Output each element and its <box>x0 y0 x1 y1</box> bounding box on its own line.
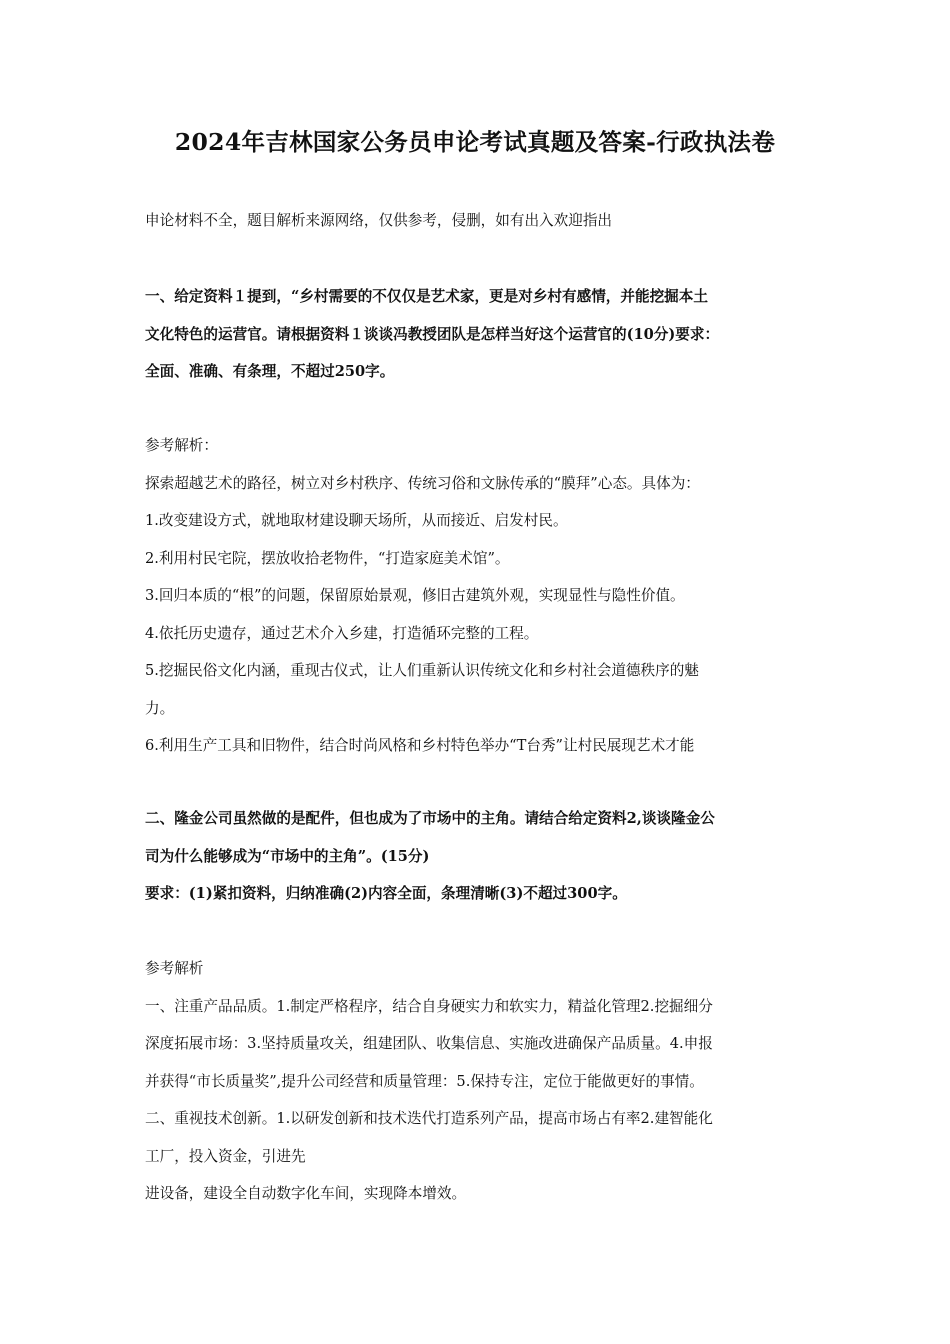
answer-1-line: 4.依托历史遗存，通过艺术介入乡建，打造循环完整的工程。 <box>145 624 539 642</box>
question-1 <box>145 287 810 400</box>
answer-1-line: 力。 <box>145 699 175 717</box>
question-2-line: 司为什么能够成为“市场中的主角”。(15分) <box>145 847 430 865</box>
answer-2-heading: 参考解析 <box>145 960 204 977</box>
answer-1-line: 3.回归本质的“根”的问题，保留原始景观，修旧古建筑外观，实现显性与隐性价值。 <box>145 587 685 604</box>
answer-2-line: 一、注重产品品质。1.制定严格程序，结合自身硬实力和软实力，精益化管理2.挖掘细分 <box>145 997 713 1015</box>
question-1-line: 全面、准确、有条理，不超过250字。 <box>145 363 395 380</box>
question-2 <box>145 809 810 922</box>
answer-2-line: 二、重视技术创新。1.以研发创新和技术迭代打造系列产品，提高市场占有率2.建智能化 <box>145 1110 713 1127</box>
question-1-line: 一、给定资料１提到，“乡村需要的不仅仅是艺术家，更是对乡村有感情，并能挖掘本土 <box>145 288 708 305</box>
answer-1-line: 2.利用村民宅院，摆放收拾老物件，“打造家庭美术馆”。 <box>145 549 510 567</box>
disclaimer-text: 申论材料不全，题目解析来源网络，仅供参考，侵删，如有出入欢迎指出 <box>145 212 613 229</box>
answer-2-line: 工厂，投入资金，引进先 <box>145 1147 306 1165</box>
answer-1 <box>145 436 810 774</box>
answer-1-line: 6.利用生产工具和旧物件，结合时尚风格和乡村特色举办“T台秀”让村民展现艺术才能 <box>145 737 695 754</box>
answer-2-line: 深度拓展市场：3.坚持质量攻关，组建团队、收集信息、实施改进确保产品质量。4.申报 <box>145 1035 713 1052</box>
answer-2 <box>145 959 810 1222</box>
answer-1-line: 1.改变建设方式，就地取材建设聊天场所，从而接近、启发村民。 <box>145 512 568 529</box>
answer-1-line: 5.挖掘民俗文化内涵，重现古仪式，让人们重新认识传统文化和乡村社会道德秩序的魅 <box>145 662 699 679</box>
answer-1-heading: 参考解析： <box>145 437 218 454</box>
question-1-line: 文化特色的运营官。请根据资料１谈谈冯教授团队是怎样当好这个运营官的(10分)要求： <box>145 325 720 343</box>
document-title: 2024年吉林国家公务员申论考试真题及答案-行政执法卷 <box>174 128 776 156</box>
question-2-line: 二、隆金公司虽然做的是配件，但也成为了市场中的主角。请结合给定资料2,谈谈隆金公 <box>145 810 715 827</box>
disclaimer-note <box>145 211 810 249</box>
answer-2-line: 进设备，建设全自动数字化车间，实现降本增效。 <box>145 1185 467 1202</box>
answer-1-line: 探索超越艺术的路径，树立对乡村秩序、传统习俗和文脉传承的“膜拜”心态。具体为： <box>145 474 700 492</box>
answer-2-line: 并获得“市长质量奖”,提升公司经营和质量管理：5.保持专注，定位于能做更好的事情。 <box>145 1072 704 1090</box>
question-2-line: 要求：(1)紧扣资料，归纳准确(2)内容全面，条理清晰(3)不超过300字。 <box>145 885 627 902</box>
